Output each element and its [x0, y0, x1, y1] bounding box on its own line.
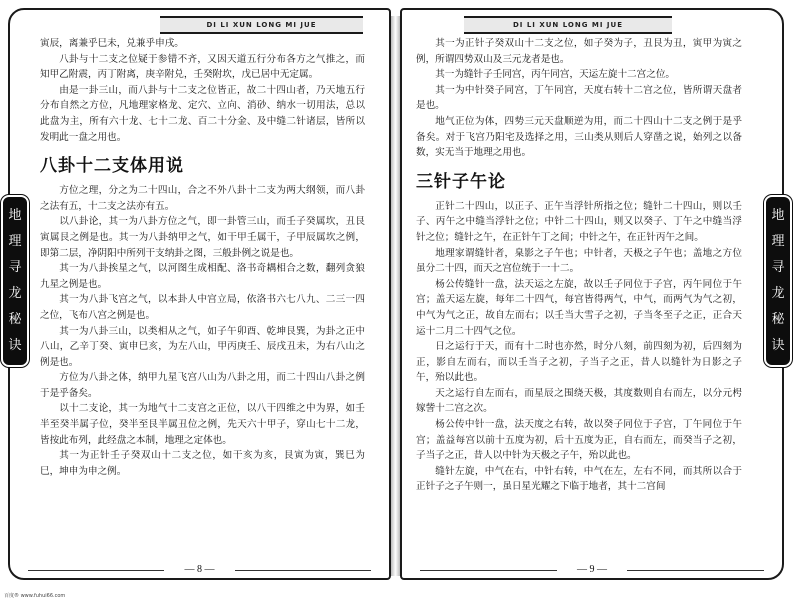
- right-paragraphs-before: [416, 36, 742, 161]
- paragraph: 其一为八卦三山，以类相从之气，如子午卯酉、乾坤艮巽，为卦之正中八山，乙辛丁癸、寅申巳亥，为左八山，甲丙庚壬、辰戌丑未，为右八山之例是也。: [40, 325, 365, 368]
- paragraph: 其一为正针子癸双山十二支之位，如子癸为子，丑艮为丑，寅甲为寅之例，所谓四势双山及三元龙者是也。: [416, 38, 742, 65]
- paragraph: 以十二支论，其一为地气十二支宫之正位，以八干四维之中为界，如壬半至癸半属子位，癸半至艮半属丑位之例，先天六十甲子，穿山七十二龙，皆按此布列，此经盘之本制，地理之定体也。: [40, 403, 365, 446]
- paragraph: 天之运行自左而右，而星辰之围绕天极，其度数则自右而左，以分元枵嫁訾十二宫之次。: [416, 387, 742, 415]
- paragraph: 日之运行于天，而有十二时也亦然，时分八刻，前四刻为初，后四刻为正，影自左而右，而以壬当子之初，子当子之正，昔人以缝针为日影之子午，殆以此也。: [416, 341, 742, 384]
- tab-character: 秘: [8, 312, 22, 327]
- left-page-number-value: 8: [197, 564, 202, 575]
- right-side-tab: [764, 195, 792, 367]
- tab-character: 理: [8, 234, 22, 249]
- paragraph: 其一为八卦挨星之气，以河图生成相配、洛书奇耦相合之数，翻列贪狼九星之例是也。: [40, 263, 365, 290]
- tab-character: 理: [771, 234, 785, 249]
- left-page-number: — 8 —: [10, 564, 389, 575]
- paragraph: 其一为中针癸子同宫，丁午同宫，天度右转十二宫之位，皆所谓天盘者是也。: [416, 84, 742, 112]
- paragraph: 由是一卦三山，而八卦与十二支之位皆正，故二十四山者，乃天地五行分布自然之方位，凡地理家格龙、定穴、立向、消砂、纳水一切用法，总以此盘为主，所有六十龙、七十二龙、百二十分金、及中缝二针诸层，皆所以发明此一盘之用也。: [40, 84, 365, 143]
- left-side-tab: [1, 195, 29, 367]
- right-page-number: — 9 —: [402, 564, 782, 575]
- tab-character: 诀: [8, 338, 22, 353]
- paragraph: 方位之理，分之为二十四山，合之不外八卦十二支为两大纲领，而八卦之法有五，十二支之法亦有五。: [40, 185, 365, 212]
- right-paragraphs-after: [416, 199, 742, 495]
- left-page-header: DI LI XUN LONG MI JUE: [160, 16, 363, 34]
- right-page-header: DI LI XUN LONG MI JUE: [464, 16, 672, 34]
- left-page-content: [40, 36, 365, 479]
- left-paragraphs-after: [40, 183, 365, 479]
- tab-character: 龙: [8, 286, 22, 301]
- right-page-content: [416, 36, 742, 495]
- right-page-number-value: 9: [589, 564, 595, 575]
- footer-credit: 百度® www.fuhui66.com: [4, 593, 66, 599]
- paragraph: 其一为八卦飞宫之气，以本卦人中宫立局，依洛书六七八九、二三一四之位，飞布八宫之例是也。: [40, 294, 365, 321]
- paragraph: 缝针左旋，中气在右，中针右转，中气在左，左右不同，而其所以合于正针子之子午则一，虽日星光耀之下临于地者，其十二宫间: [416, 465, 742, 493]
- paragraph: 其一为正针壬子癸双山十二支之位，如干亥为亥，艮寅为寅，巽巳为巳，坤申为申之例。: [40, 450, 365, 477]
- paragraph: 八卦与十二支之位疑于参错不齐，又因天道五行分布各方之气推之，而知甲乙附震，丙丁附离，庚辛附兑，壬癸附坎，戊已居中无定属。: [40, 53, 365, 81]
- tab-character: 秘: [771, 312, 785, 327]
- paragraph: 杨公传缝针一盘，法天运之左旋，故以壬子同位于子宫，丙午同位于午宫；盖天运左旋，每年二十四气，每宫皆得两气，中气，而两气为气之初，中气为气之正，故自左而右；以壬当大雪子之初，子当冬至子之正，正合天运十二月二十四气之位。: [416, 278, 742, 337]
- paragraph: 寅辰，离兼乎巳未，兑兼乎申戌。: [40, 38, 184, 49]
- tab-character: 寻: [8, 260, 22, 275]
- paragraph: 其一为缝针子壬同宫，丙午同宫，天运左旋十二宫之位。: [435, 69, 676, 81]
- tab-character: 寻: [771, 260, 785, 275]
- paragraph: 方位为八卦之体，纳甲九星飞宫八山为八卦之用，而二十四山八卦之例于是乎备矣。: [40, 372, 365, 399]
- left-page: [8, 8, 391, 580]
- book-spine: [391, 16, 400, 576]
- tab-character: 地: [771, 208, 785, 223]
- tab-character: 龙: [771, 286, 785, 301]
- left-paragraphs-before: [40, 36, 365, 145]
- left-section-title: 八卦十二支体用说: [40, 156, 184, 177]
- paragraph: 正针二十四山，以正子、正午当浮针所指之位；缝针二十四山，则以壬子、丙午之中缝当浮针之位；中针二十四山，则又以癸子、丁午之中缝当浮针之位；缝针之午，在正针午丁之间；中针之午，在正针丙午之间。: [416, 200, 742, 243]
- paragraph: 地气正位为体，四势三元天盘顺逆为用，而二十四山十二支之例于是乎备矣。对于飞宫乃阳宅及选择之用，三山类从则后人穿凿之说，始列之以备数，实无当于地理之用也。: [416, 115, 742, 159]
- paragraph: 地理家谓缝针者，臬影之子午也；中针者，天极之子午也；盖地之方位虽分二十四，而天之宫位统于一十二。: [416, 247, 742, 275]
- tab-character: 诀: [771, 338, 785, 353]
- right-page: [400, 8, 784, 580]
- paragraph: 杨公传中针一盘，法天度之右转，故以癸子同位于子宫，丁午同位于午宫；盖益每宫以前十五度为初，后十五度为正，自右而左，而癸当子之初，子当子之正，昔人以中针为天极之子午，殆以此也。: [416, 419, 742, 462]
- paragraph: 以八卦论，其一为八卦方位之气，即一卦管三山，而壬子癸属坎，丑艮寅属艮之例是也。其一为八卦纳甲之气，如干甲壬属干，子甲辰属坎之例，即第二层，净阴阳中所列干支纳卦之图，三般卦例之说是也。: [40, 216, 365, 259]
- right-section-title: 三针子午论: [416, 171, 506, 192]
- tab-character: 地: [8, 208, 22, 223]
